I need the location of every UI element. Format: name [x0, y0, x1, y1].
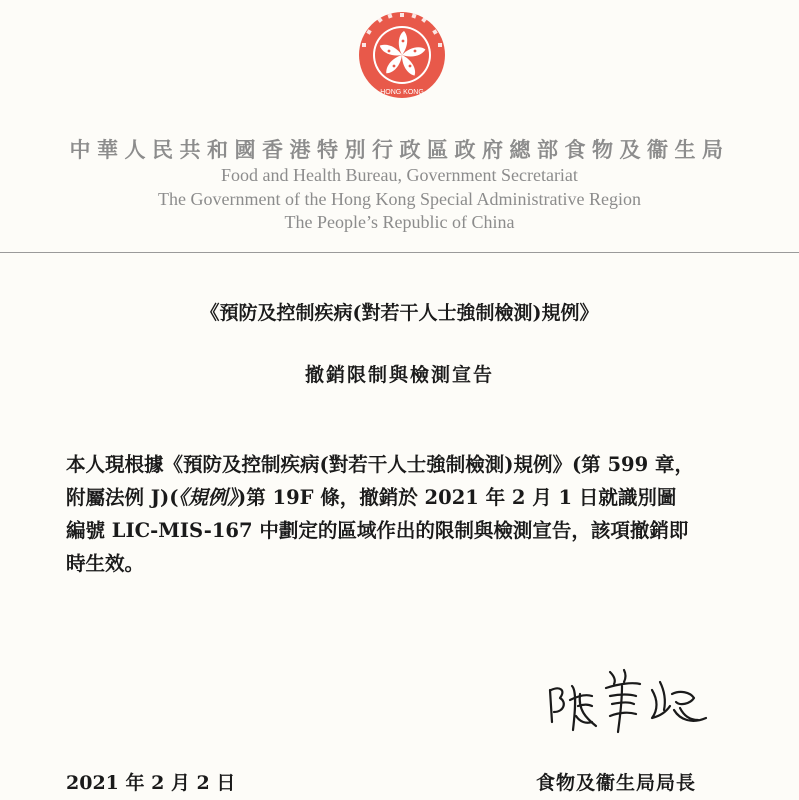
- country-english-name: The People’s Republic of China: [284, 212, 515, 232]
- hksar-emblem-icon: [357, 10, 447, 100]
- bureau-english-name: Food and Health Bureau, Government Secretariat: [221, 165, 578, 185]
- document-body-paragraph: [66, 448, 746, 580]
- document-subtitle: 撤銷限制與檢測宣告: [304, 364, 494, 386]
- paragraph-line-4: 時生效。: [66, 552, 145, 575]
- letterhead-divider: [0, 252, 799, 253]
- handwritten-signature-icon: [540, 660, 715, 740]
- paragraph-line-1: 本人現根據《預防及控制疾病(對若干人士強制檢測)規例》(第 599 章，: [66, 453, 694, 476]
- paragraph-line-3: 編號 LIC-MIS-167 中劃定的區域作出的限制與檢測宣告，該項撤銷即: [66, 519, 689, 542]
- regulation-short-title: 《規例》: [178, 486, 237, 509]
- document-title: 《預防及控制疾病(對若干人士強制檢測)規例》: [200, 302, 599, 324]
- document-date: 2021 年 2 月 2 日: [66, 772, 236, 794]
- bureau-chinese-name: 中華人民共和國香港特別行政區政府總部食物及衞生局: [69, 137, 730, 162]
- paragraph-line-2: [66, 481, 746, 514]
- paragraph-line-2-suffix: )第 19F 條，撤銷於 2021 年 2 月 1 日就識別圖: [236, 486, 677, 509]
- signer-title: 食物及衞生局局長: [536, 772, 697, 794]
- emblem-bottom-text: HONG KONG: [380, 89, 424, 96]
- government-english-name: The Government of the Hong Kong Special Administrative Region: [158, 189, 641, 209]
- paragraph-line-2-prefix: 附屬法例 J)(: [66, 486, 179, 509]
